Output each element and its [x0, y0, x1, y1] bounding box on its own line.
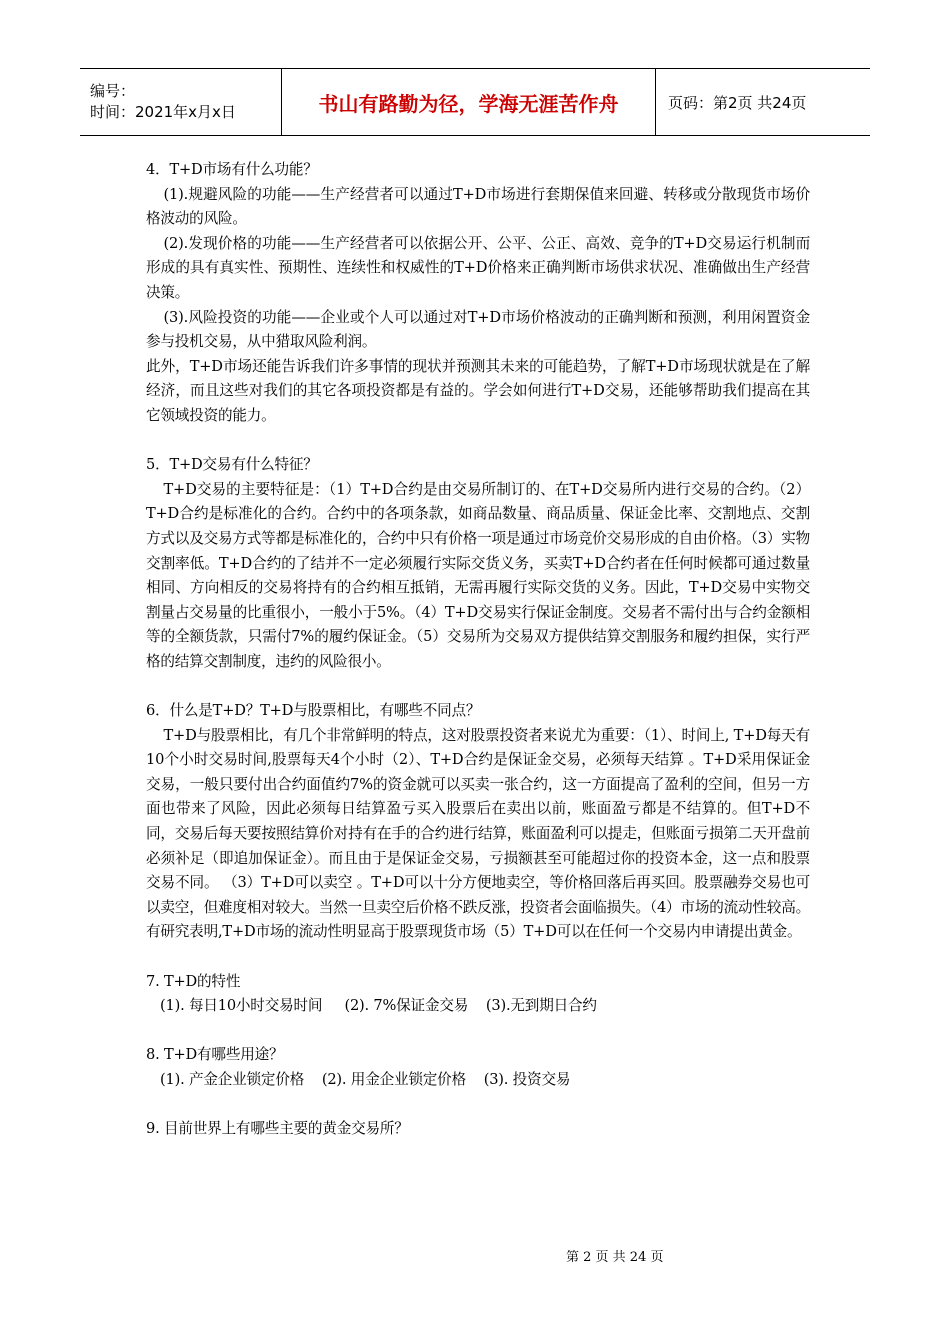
q5-paragraph-1: T+D交易的主要特征是：（1）T+D合约是由交易所制订的、在T+D交易所内进行交易的合约。（2）T+D合约是标准化的合约。合约中的各项条款，如商品数量、商品质量、保证金比率、交割地点、交割方式以及交易方式等都是标准化的，合约中只有价格一项是通过市场竞价交易形成的自由价格。（3）实物交割率低。T+D合约的了结并不一定必须履行实际交货义务，买卖T+D合约者在任何时候都可通过数量相同、方向相反的交易将持有的合约相互抵销，无需再履行实际交货的义务。因此，T+D交易中实物交割量占交易量的比重很小，一般小于5%。（4）T+D交易实行保证金制度。交易者不需付出与合约金额相等的全额货款，只需付7%的履约保证金。（5）交易所为交易双方提供结算交割服务和履约担保，实行严格的结算交割制度，违约的风险很小。	[146, 480, 810, 670]
q6-title: 6．什么是T+D？T+D与股票相比，有哪些不同点？	[146, 702, 481, 720]
q6-paragraph-1: T+D与股票相比，有几个非常鲜明的特点，这对股票投资者来说尤为重要：（1）、时间上, T+D每天有10个小时交易时间,股票每天4个小时（2）、T+D合约是保证金交易，必须每天结算 。T+D采用保证金交易，一般只要付出合约面值约7%的资金就可以买卖一张合约，这一方面提高了盈利的空间，但另一方面也带来了风险，因此必须每日结算盈亏买入股票后在卖出以前，账面盈亏都是不结算的。但T+D不同，交易后每天要按照结算价对持有在手的合约进行结算，账面盈利可以提走，但账面亏损第二天开盘前必须补足（即追加保证金）。而且由于是保证金交易，亏损额甚至可能超过你的投资本金，这一点和股票交易不同。 （3）T+D可以卖空 。T+D可以十分方便地卖空，等价格回落后再买回。股票融券交易也可以卖空，但难度相对较大。当然一旦卖空后价格不跌反涨，投资者会面临损失。（4）市场的流动性较高。 有研究表明,T+D市场的流动性明显高于股票现货市场（5）T+D可以在任何一个交易内申请提出黄金。	[146, 726, 810, 941]
q5-title: 5．T+D交易有什么特征？	[146, 456, 318, 474]
header-page-label: 页码：第2页 共24页	[668, 93, 807, 112]
q9-title: 9. 目前世界上有哪些主要的黄金交易所？	[146, 1120, 409, 1138]
q7-title: 7. T+D的特性	[146, 972, 241, 990]
header-time-label: 时间：2021年x月x日	[90, 103, 236, 121]
q8-title: 8. T+D有哪些用途？	[146, 1046, 284, 1064]
page-header	[80, 68, 870, 136]
document-body	[146, 158, 810, 1142]
q4-title: 4．T+D市场有什么功能？	[146, 161, 318, 178]
header-number-label: 编号：	[90, 82, 136, 100]
header-meta	[80, 69, 282, 135]
footer-page-number: 第 2 页 共 24 页	[566, 1250, 664, 1265]
q4-paragraph-1: (1).规避风险的功能——生产经营者可以通过T+D市场进行套期保值来回避、转移或分散现货市场价格波动的风险。	[146, 185, 810, 228]
q7-list: (1). 每日10小时交易时间 (2). 7%保证金交易 (3).无到期日合约	[160, 997, 597, 1015]
header-motto: 书山有路勤为径，学海无涯苦作舟	[318, 91, 619, 116]
q8-list: (1). 产金企业锁定价格 (2). 用金企业锁定价格 (3). 投资交易	[160, 1070, 571, 1088]
header-motto-cell	[282, 69, 656, 135]
q4-paragraph-3: (3).风险投资的功能——企业或个人可以通过对T+D市场价格波动的正确判断和预测，利用闲置资金参与投机交易，从中猎取风险利润。	[146, 308, 810, 351]
q4-paragraph-2: (2).发现价格的功能——生产经营者可以依据公开、公平、公正、高效、竞争的T+D交易运行机制而形成的具有真实性、预期性、连续性和权威性的T+D价格来正确判断市场供求状况、准确做出生产经营决策。	[146, 234, 810, 301]
q4-paragraph-4: 此外，T+D市场还能告诉我们许多事情的现状并预测其未来的可能趋势，了解T+D市场现状就是在了解经济，而且这些对我们的其它各项投资都是有益的。学会如何进行T+D交易，还能够帮助我们提高在其它领域投资的能力。	[146, 357, 810, 424]
